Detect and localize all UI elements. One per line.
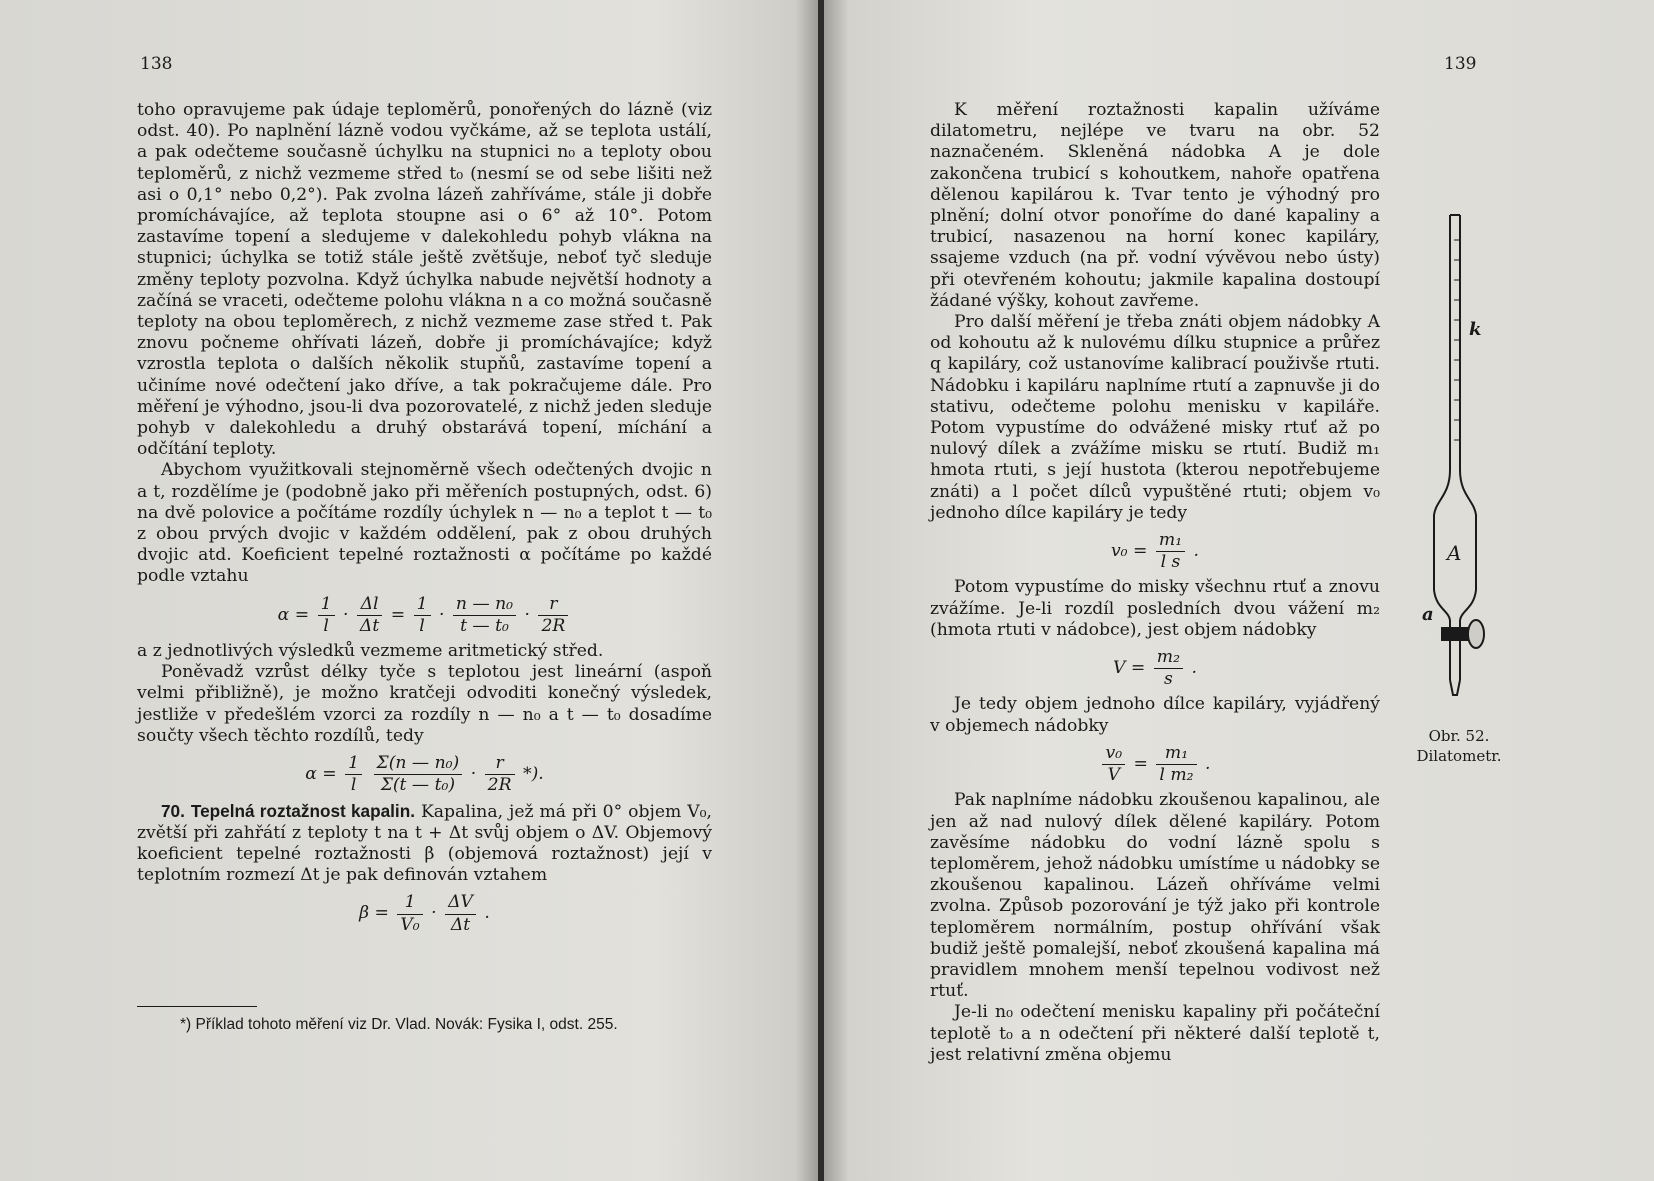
label-a: a: [1422, 604, 1434, 625]
paragraph: K měření roztažnosti kapalin užíváme dilatometru, nejlépe ve tvaru na obr. 52 naznačeném. Skleněná nádobka A je dole zakončena trubicí s kohoutkem, nahoře opatřena dělenou kapilárou k. Tvar tento je výhodný pro plnění; dolní otvor ponoříme do dané kapaliny a trubicí, nasazenou na horní konec kapiláry, ssajeme vzduch (na př. vodní vývěvou nebo ústy) při otevřeném kohoutu; jakmile kapalina dostoupí žádané výšky, kohout zavřeme.: [930, 100, 1380, 311]
page-number-left: 138: [140, 54, 173, 74]
footnote: *) Příklad tohoto měření viz Dr. Vlad. Novák: Fysika I, odst. 255.: [180, 1016, 618, 1033]
figure-caption: [1404, 726, 1514, 766]
left-page: [0, 0, 820, 1181]
formula-alpha-sum: α = $\frac{1}{l}$ $\frac{\text{Σ(n — n₀)}}{\text{Σ(t — t₀)}}$ · $\frac{r}{2R}$ *).: [305, 753, 544, 796]
formula-beta: β = $\frac{1}{\text{V₀}}$ · $\frac{\Delta V}{\Delta t}$ .: [359, 892, 490, 935]
label-A: A: [1447, 541, 1462, 565]
page-number-right: 139: [1444, 54, 1477, 74]
paragraph: Je tedy objem jednoho dílce kapiláry, vyjádřený v objemech nádobky: [930, 694, 1380, 736]
paragraph: a z jednotlivých výsledků vezmeme aritmetický střed.: [137, 641, 604, 662]
paragraph: Pak naplníme nádobku zkoušenou kapalinou, ale jen až nad nulový dílek dělené kapiláry. Potom zavěsíme nádobku do vodní lázně spolu s teploměrem, jehož nádobku umístíme u nádobky se zkoušenou kapalinou. Lázeň ohříváme velmi zvolna. Způsob pozorování je týž jako při kontrole teploměrem normálním, postup ohřívání však budiž ještě pomalejší, neboť zkoušená kapalina má pravidlem mnohem menší tepelnou vodivost než rtuť.: [930, 790, 1380, 1002]
section-number: 70.: [161, 800, 185, 821]
right-page-body: [930, 100, 1380, 1066]
section-text: Kapalina, jež má při 0° objem V₀, zvětší při zahřátí z teploty t na t + Δt svůj objem o ΔV. Objemový koeficient tepelné roztažnosti β (objemová roztažnost) její v teplotním rozmezí Δt je pak definován vztahem: [137, 801, 713, 886]
formula-V: V = $\frac{\text{m₂}}{s}$ .: [1113, 647, 1197, 690]
footnote-divider: [137, 1006, 257, 1007]
formula-v0: v₀ = $\frac{\text{m₁}}{\text{l s}}$ .: [1110, 530, 1200, 573]
paragraph: Je-li n₀ odečtení menisku kapaliny při počáteční teplotě t₀ a n odečtení při některé další teplotě t, jest relativní změna objemu: [930, 1002, 1380, 1065]
caption-number: Obr. 52.: [1428, 727, 1490, 745]
label-k: k: [1469, 319, 1482, 340]
section-title: Tepelná roztažnost kapalin.: [190, 800, 415, 821]
formula-alpha: α = $\frac{1}{l}$ · $\frac{\Delta l}{\Delta t}$ = $\frac{1}{l}$ · $\frac{\text{n — n₀}}{\text{t — t₀}}$ · $\frac{r}{2R}$: [137, 594, 712, 637]
section-paragraph: [137, 801, 712, 887]
right-page: [824, 0, 1654, 1181]
formula-ratio: $\frac{\text{v₀}}{V}$ = $\frac{\text{m₁}}{\text{l m₂}}$ .: [930, 743, 1380, 786]
caption-title: Dilatometr.: [1416, 747, 1502, 765]
dilatometer-figure: [1414, 210, 1514, 730]
paragraph: Pro další měření je třeba znáti objem nádobky A od kohoutu až k nulovému dílku stupnice a průřez q kapiláry, což ustanovíme kalibrací použivše rtuti. Nádobku i kapiláru naplníme rtutí a zapnuvše ji do stativu, odečteme polohu menisku v kapiláře. Potom vypustíme do odvážené misky rtuť až po nulový dílek a zvážíme misku se rtutí. Budiž m₁ hmota rtuti, s její hustota (kterou nepotřebujeme znáti) a l počet dílců vypuštěné rtuti; objem v₀ jednoho dílce kapiláry je tedy: [930, 312, 1380, 523]
paragraph: toho opravujeme pak údaje teploměrů, ponořených do lázně (viz odst. 40). Po naplnění lázně vodou vyčkáme, až se teplota ustálí, a pak odečteme současně úchylku na stupnici n₀ a teploty obou teploměrů, z nichž vezmeme střed t₀ (nesmí se od sebe lišiti než asi o 0,1° nebo 0,2°). Pak zvolna lázeň zahříváme, stále ji dobře promíchávajíce, až teplota stoupne asi o 6° až 10°. Potom zastavíme topení a sledujeme v dalekohledu pohyb vlákna na stupnici; úchylka se totiž stále ještě zvětšuje, neboť tyč sleduje změny teploty pozvolna. Když úchylka nabude největší hodnoty a začíná se vraceti, odečteme polohu vlákna n a co možná současně teploty na obou teploměrech, z nichž vezmeme zase střed t. Pak znovu počneme ohřívati lázeň, dobře ji promíchávajíce; když vzrostla teplota o dalších několik stupňů, zastavíme topení a učiníme nové odečtení jako dříve, a tak pokračujeme dále. Pro měření je výhodno, jsou-li dva pozorovatelé, z nichž jeden sleduje pohyb v dalekohledu a druhý obstarává topení, míchání a odčítání teploty.: [137, 100, 712, 460]
paragraph: Potom vypustíme do misky všechnu rtuť a znovu zvážíme. Je-li rozdíl posledních dvou vážení m₂ (hmota rtuti v nádobce), jest objem nádobky: [930, 577, 1380, 640]
paragraph: Abychom využitkovali stejnoměrně všech odečtených dvojic n a t, rozdělíme je (podobně jako při měřeních postupných, odst. 6) na dvě polovice a počítáme rozdíly úchylek n — n₀ a teplot t — t₀ z obou prvých dvojic v každém oddělení, pak z obou druhých dvojic atd. Koeficient tepelné roztažnosti α počítáme po každé podle vztahu: [137, 460, 712, 587]
left-page-body: [137, 100, 712, 940]
paragraph: Poněvadž vzrůst délky tyče s teplotou jest lineární (aspoň velmi přibližně), je možno kratčeji odvoditi konečný výsledek, jestliže v předešlém vzorci za rozdíly n — n₀ a t — t₀ dosadíme součty všech těchto rozdílů, tedy: [137, 662, 712, 746]
